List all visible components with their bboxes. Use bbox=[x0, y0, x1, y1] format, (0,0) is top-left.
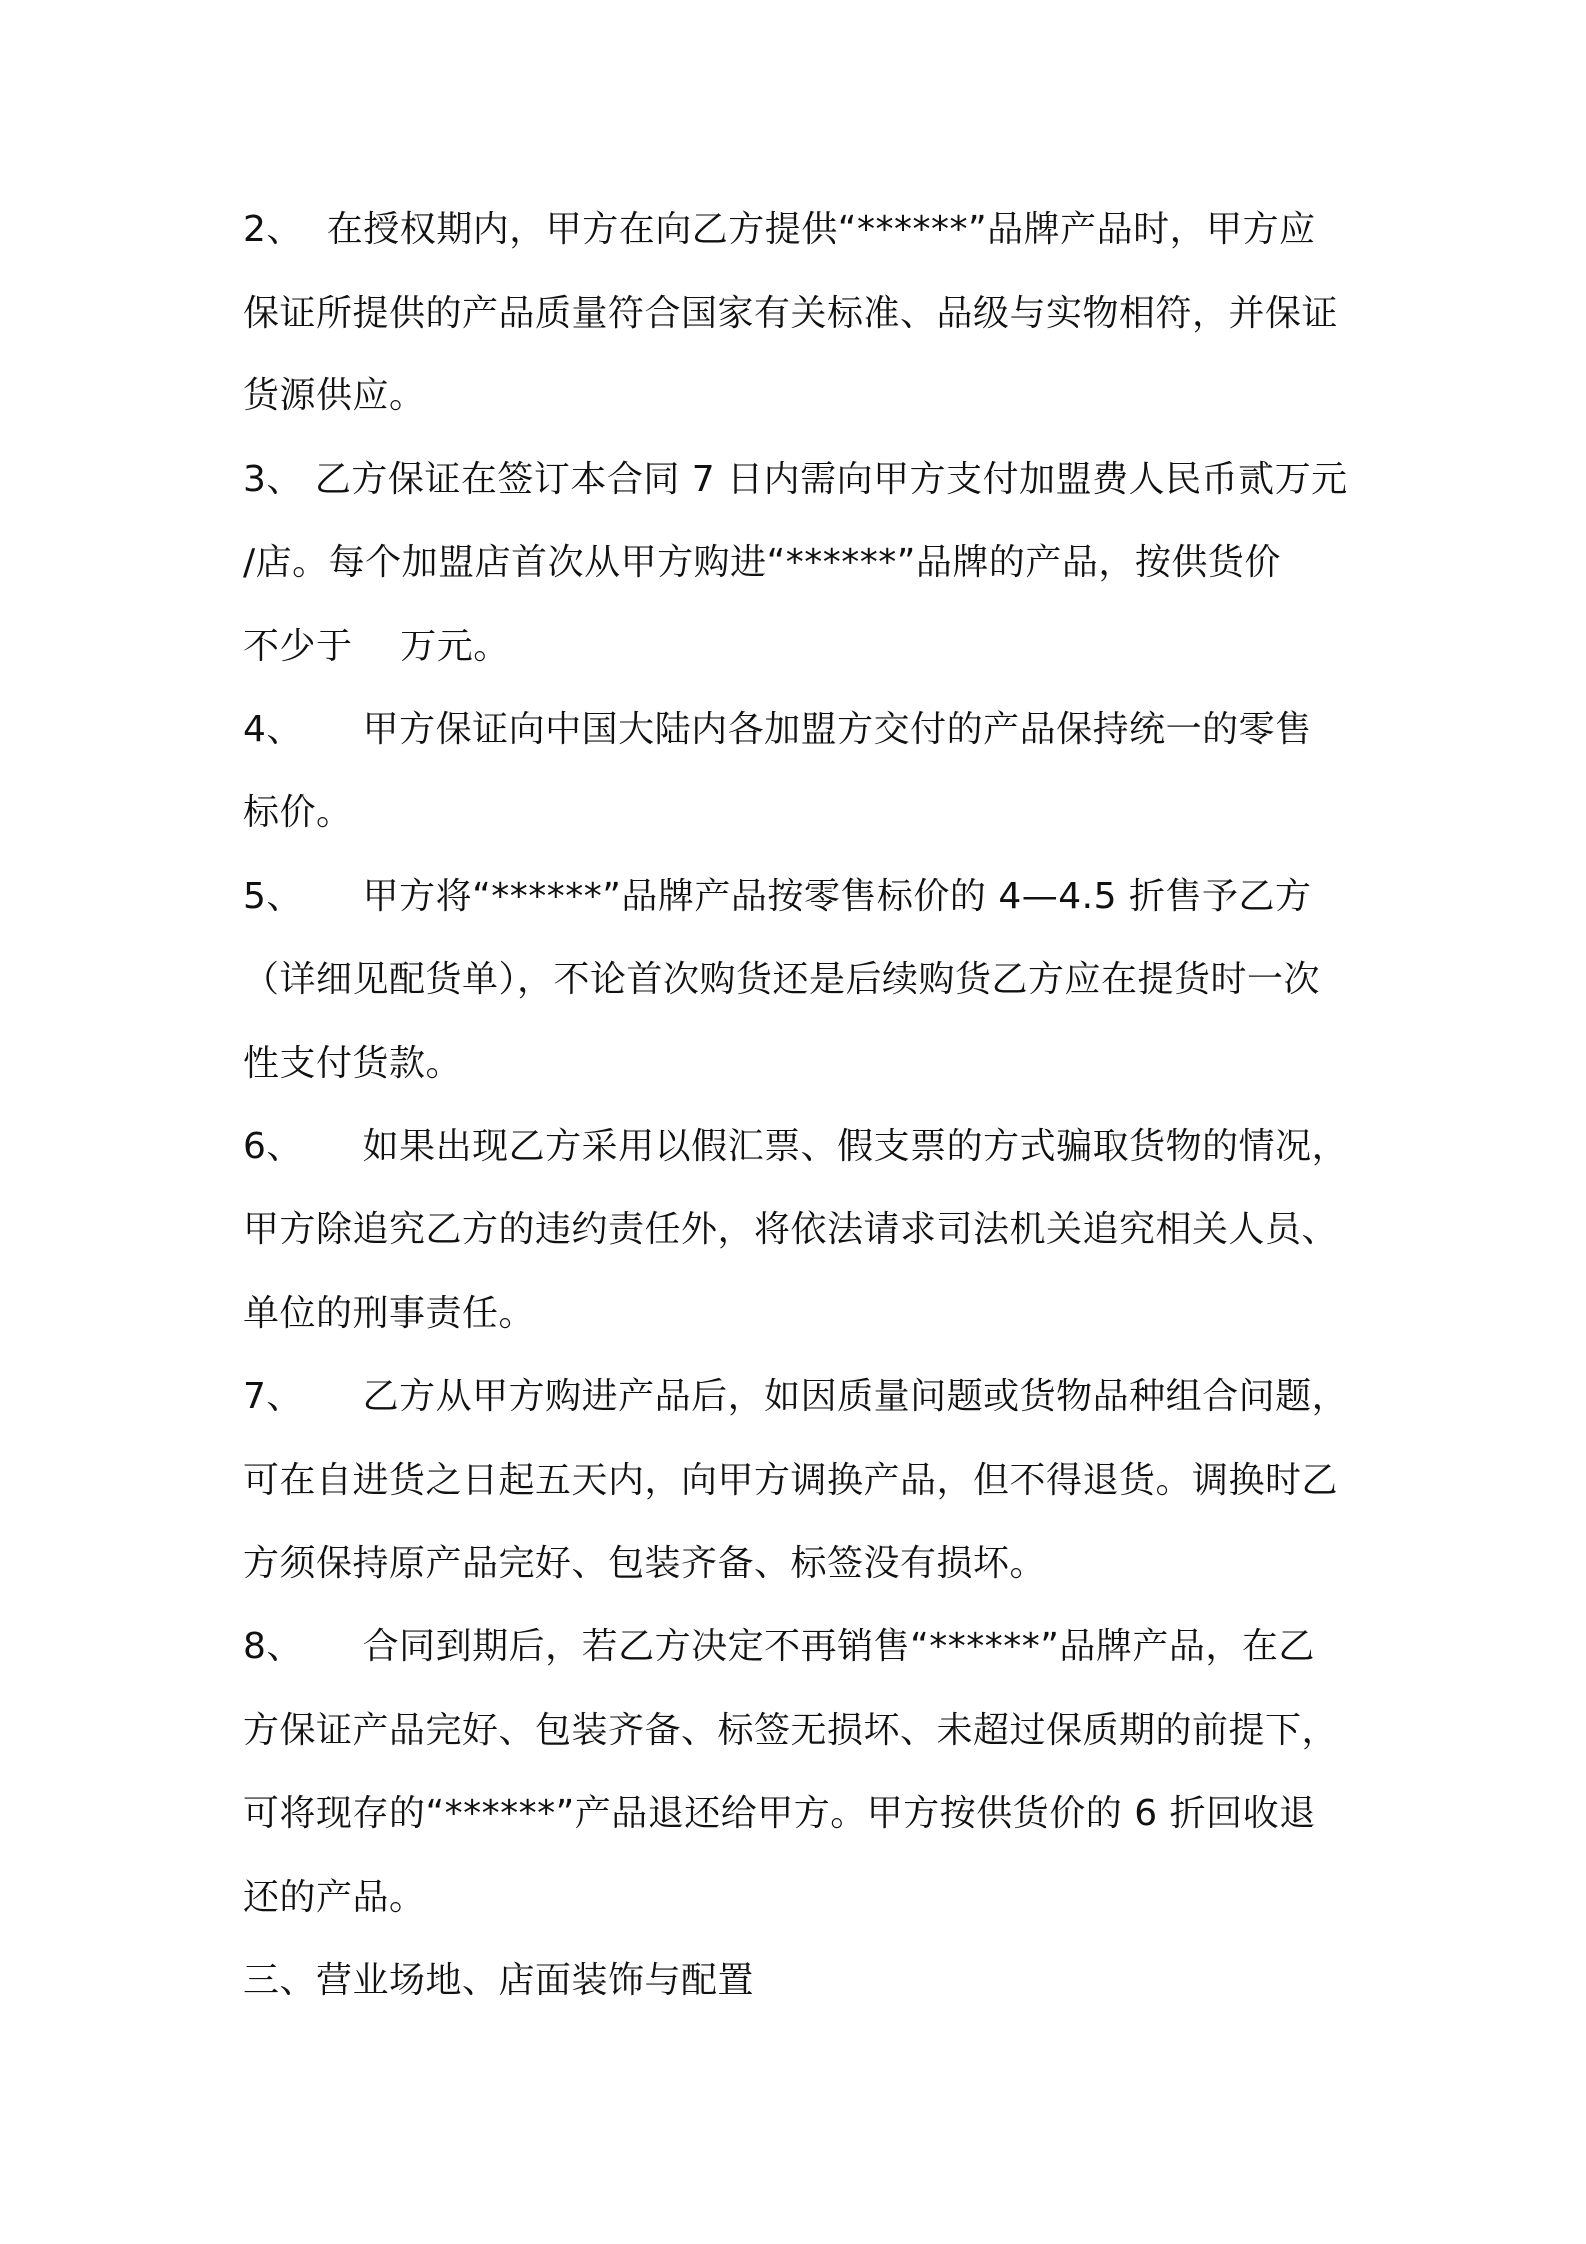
clause-5-line-1: 5、 甲方将“******”品牌产品按零售标价的 4—4.5 折售予乙方 bbox=[243, 876, 1312, 917]
clause-2-line-2: 保证所提供的产品质量符合国家有关标准、品级与实物相符，并保证 bbox=[243, 293, 1339, 334]
clause-8-line-1: 8、 合同到期后，若乙方决定不再销售“******”品牌产品，在乙 bbox=[243, 1626, 1315, 1667]
clause-8-line-4: 还的产品。 bbox=[243, 1877, 426, 1918]
clause-3-line-1: 3、 乙方保证在签订本合同 7 日内需向甲方支付加盟费人民币贰万元 bbox=[243, 459, 1348, 500]
clause-2-line-3: 货源供应。 bbox=[243, 375, 426, 416]
clause-6-line-1: 6、 如果出现乙方采用以假汇票、假支票的方式骗取货物的情况， bbox=[243, 1126, 1349, 1167]
section-heading: 三、营业场地、店面装饰与配置 bbox=[243, 1960, 755, 2001]
clause-3-line-2: /店。每个加盟店首次从甲方购进“******”品牌的产品，按供货价 bbox=[243, 542, 1281, 583]
clause-4-line-2: 标价。 bbox=[243, 792, 353, 833]
clause-7-line-1: 7、 乙方从甲方购进产品后，如因质量问题或货物品种组合问题， bbox=[243, 1376, 1349, 1417]
clause-7-line-2: 可在自进货之日起五天内，向甲方调换产品，但不得退货。调换时乙 bbox=[243, 1460, 1339, 1501]
clause-2-line-1: 2、 在授权期内，甲方在向乙方提供“******”品牌产品时，甲方应 bbox=[243, 209, 1316, 250]
clause-3-line-3: 不少于 万元。 bbox=[243, 626, 510, 667]
clause-8-line-3: 可将现存的“******”产品退还给甲方。甲方按供货价的 6 折回收退 bbox=[243, 1793, 1316, 1834]
clause-5-line-3: 性支付货款。 bbox=[243, 1043, 463, 1084]
clause-6-line-2: 甲方除追究乙方的违约责任外，将依法请求司法机关追究相关人员、 bbox=[243, 1209, 1339, 1250]
clause-7-line-3: 方须保持原产品完好、包装齐备、标签没有损坏。 bbox=[243, 1543, 1047, 1584]
clause-6-line-3: 单位的刑事责任。 bbox=[243, 1293, 536, 1334]
clause-8-line-2: 方保证产品完好、包装齐备、标签无损坏、未超过保质期的前提下， bbox=[243, 1710, 1339, 1751]
clause-4-line-1: 4、 甲方保证向中国大陆内各加盟方交付的产品保持统一的零售 bbox=[243, 709, 1312, 750]
clause-5-line-2: （详细见配货单），不论首次购货还是后续购货乙方应在提货时一次 bbox=[243, 959, 1321, 1000]
